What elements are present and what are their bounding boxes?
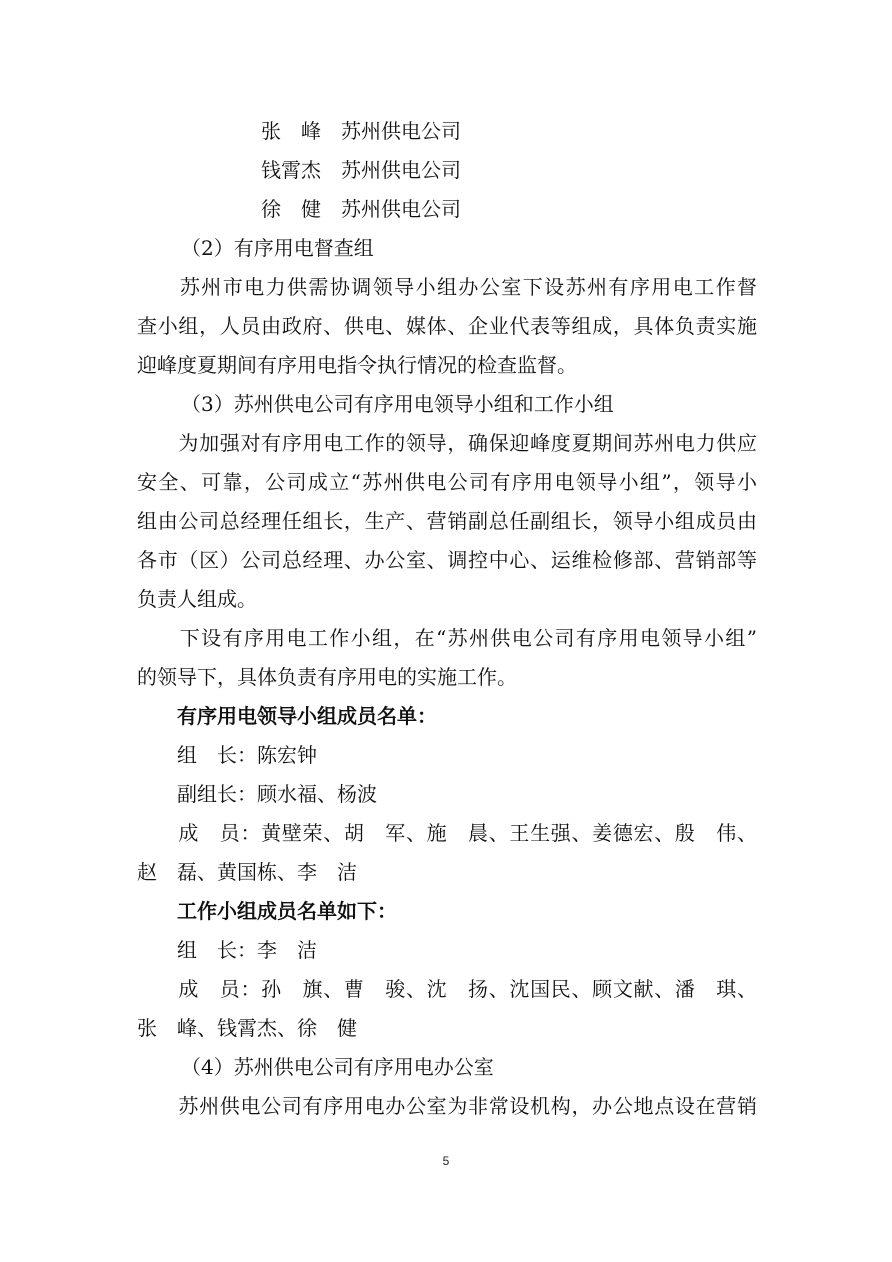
list-line: 组 长：陈宏钟 bbox=[137, 743, 317, 767]
section-heading: （4）苏州供电公司有序用电办公室 bbox=[181, 1055, 494, 1079]
list-line: 成 员：黄壁荣、胡 军、施 晨、王生强、姜德宏、殷 伟、 bbox=[137, 821, 757, 845]
paragraph-line: 查小组，人员由政府、供电、媒体、企业代表等组成，具体负责实施 bbox=[137, 314, 757, 338]
list-line: 副组长：顾水福、杨波 bbox=[137, 782, 377, 806]
paragraph-line: 苏州市电力供需协调领导小组办公室下设苏州有序用电工作督 bbox=[137, 275, 757, 299]
paragraph-line: 组由公司总经理任组长，生产、营销副总任副组长，领导小组成员由 bbox=[137, 509, 757, 533]
list-line: 成 员：孙 旗、曹 骏、沈 扬、沈国民、顾文献、潘 琪、 bbox=[137, 977, 757, 1001]
list-title: 有序用电领导小组成员名单： bbox=[137, 704, 437, 728]
paragraph-line: 为加强对有序用电工作的领导，确保迎峰度夏期间苏州电力供应 bbox=[137, 431, 757, 455]
member-line: 张 峰 苏州供电公司 bbox=[261, 119, 461, 143]
list-line: 组 长：李 洁 bbox=[137, 938, 317, 962]
list-line: 张 峰、钱霄杰、徐 健 bbox=[137, 1016, 357, 1040]
paragraph-line: 各市（区）公司总经理、办公室、调控中心、运维检修部、营销部等 bbox=[137, 548, 757, 572]
paragraph-line: 安全、可靠，公司成立“苏州供电公司有序用电领导小组”，领导小 bbox=[137, 470, 757, 494]
list-title: 工作小组成员名单如下： bbox=[137, 899, 397, 923]
member-line: 徐 健 苏州供电公司 bbox=[261, 197, 461, 221]
member-line: 钱霄杰 苏州供电公司 bbox=[261, 158, 461, 182]
section-heading: （3）苏州供电公司有序用电领导小组和工作小组 bbox=[181, 392, 614, 416]
list-line: 赵 磊、黄国栋、李 洁 bbox=[137, 860, 357, 884]
paragraph-line: 苏州供电公司有序用电办公室为非常设机构，办公地点设在营销 bbox=[137, 1094, 757, 1118]
page-number: 5 bbox=[442, 1154, 450, 1168]
paragraph-line: 下设有序用电工作小组，在“苏州供电公司有序用电领导小组” bbox=[137, 626, 757, 650]
paragraph-line: 迎峰度夏期间有序用电指令执行情况的检查监督。 bbox=[137, 353, 577, 377]
paragraph-line: 负责人组成。 bbox=[137, 587, 257, 611]
paragraph-line: 的领导下，具体负责有序用电的实施工作。 bbox=[137, 665, 517, 689]
section-heading: （2）有序用电督查组 bbox=[181, 236, 374, 260]
